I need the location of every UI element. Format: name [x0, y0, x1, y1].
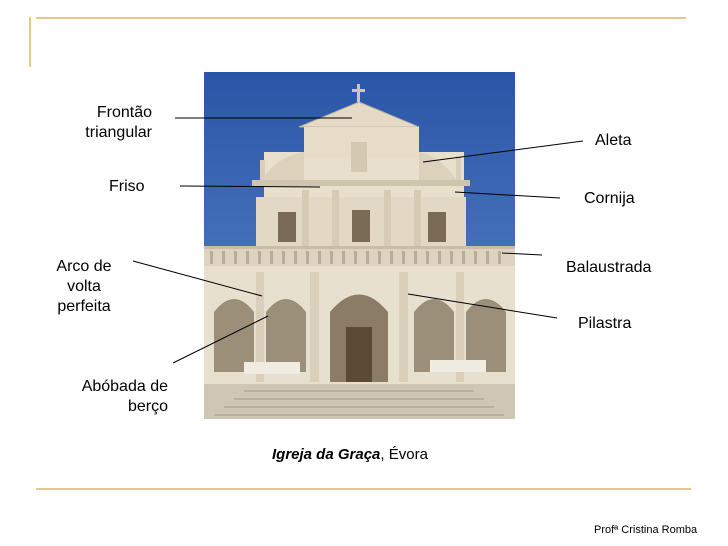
author-credit: Profª Cristina Romba	[594, 524, 698, 536]
caption-title: Igreja da Graça	[272, 446, 381, 463]
label-arco-line2: volta	[67, 278, 101, 295]
label-arco-de-volta-perfeita	[50, 257, 118, 317]
church-facade-photo	[204, 72, 515, 419]
label-frontao-triangular	[60, 103, 152, 143]
caption-location: , Évora	[380, 446, 428, 463]
label-frontao-line2: triangular	[85, 124, 152, 141]
label-pilastra: Pilastra	[578, 315, 632, 332]
label-abobada-line1: Abóbada de	[81, 378, 168, 395]
bottom-rule	[36, 488, 691, 490]
label-abobada-de-berco	[60, 377, 168, 417]
photo-caption	[272, 446, 428, 463]
label-abobada-line2: berço	[127, 398, 168, 415]
label-aleta: Aleta	[595, 132, 632, 149]
label-arco-line1: Arco de	[56, 258, 112, 275]
label-balaustrada: Balaustrada	[566, 259, 652, 276]
label-arco-line3: perfeita	[57, 298, 111, 315]
left-rule	[29, 17, 31, 67]
label-cornija: Cornija	[584, 190, 635, 207]
label-friso: Friso	[109, 178, 145, 195]
label-frontao-line1: Frontão	[96, 104, 152, 121]
top-rule	[36, 17, 686, 19]
